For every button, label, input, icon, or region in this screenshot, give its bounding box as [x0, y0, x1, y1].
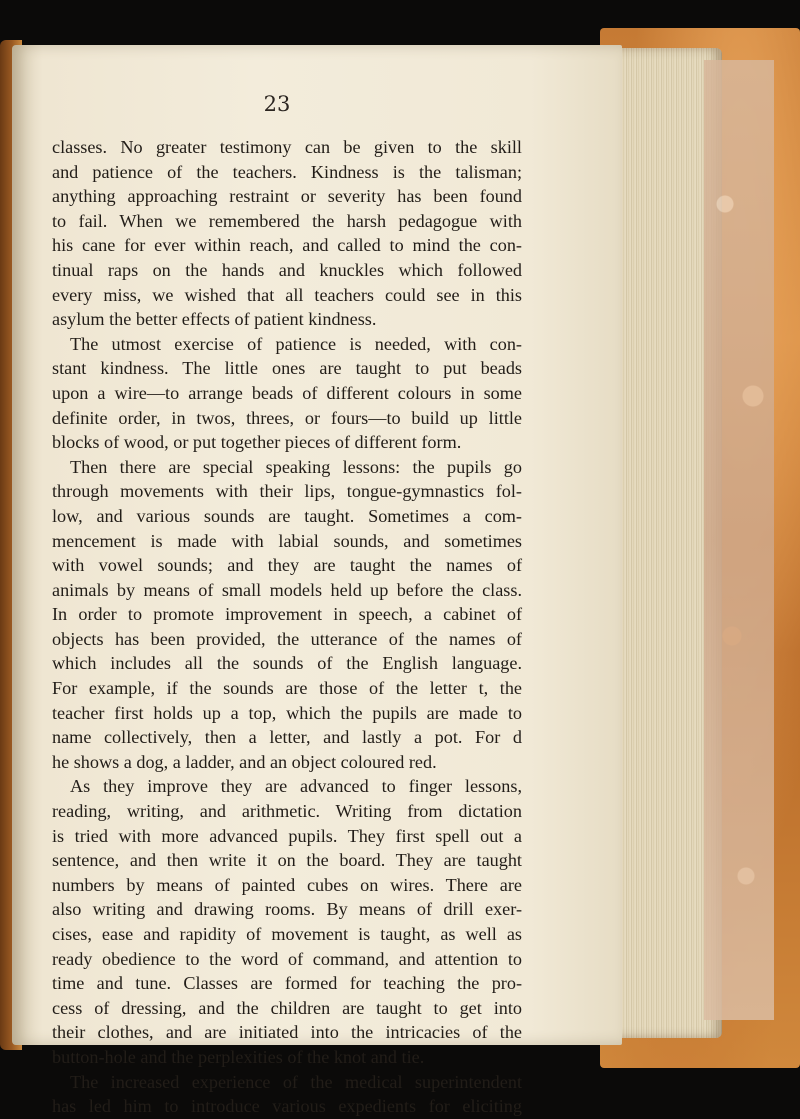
text-line: low, and various sounds are taught. Sometimes a com-	[52, 505, 522, 526]
text-line: animals by means of small models held up before the class.	[52, 579, 522, 600]
text-line: and patience of the teachers. Kindness is the talisman;	[52, 161, 522, 182]
text-line: to fail. When we remembered the harsh pedagogue with	[52, 210, 522, 231]
text-line: every miss, we wished that all teachers could see in this	[52, 284, 522, 305]
text-line: The increased experience of the medical superintendent	[70, 1071, 522, 1092]
text-line: anything approaching restraint or severity has been found	[52, 186, 522, 207]
text-line: objects has been provided, the utterance of the names of	[52, 628, 522, 649]
text-line: teacher first holds up a top, which the pupils are made to	[52, 702, 522, 723]
text-line: also writing and drawing rooms. By means of drill exer-	[52, 899, 522, 920]
text-line: upon a wire—to arrange beads of different colours in some	[52, 382, 522, 403]
text-line: reading, writing, and arithmetic. Writing from dictation	[52, 801, 522, 822]
book-page	[12, 45, 622, 1117]
text-line: sentence, and then write it on the board. They are taught	[52, 850, 522, 871]
text-line: numbers by means of painted cubes on wires. There are	[52, 874, 522, 895]
text-line: mencement is made with labial sounds, and sometimes	[52, 530, 522, 551]
text-line: cises, ease and rapidity of movement is taught, as well as	[52, 924, 522, 944]
text-line: ready obedience to the word of command, and attention to	[52, 948, 522, 969]
text-line: which includes all the sounds of the English language.	[52, 653, 522, 674]
text-line: In order to promote improvement in speech, a cabinet of	[52, 604, 522, 625]
text-line: For example, if the sounds are those of the letter t, the	[52, 678, 522, 699]
text-line: tinual raps on the hands and knuckles which followed	[52, 259, 522, 280]
text-line: As they improve they are advanced to finger lessons,	[70, 776, 522, 797]
text-line: The utmost exercise of patience is needed, with con-	[70, 333, 522, 354]
text-line: stant kindness. The little ones are taught to put beads	[52, 358, 522, 379]
text-line: through movements with their lips, tongue-gymnastics fol-	[52, 481, 522, 502]
text-line: button-hole and the perplexities of the knot and tie.	[52, 1046, 425, 1067]
page-number: 23	[263, 92, 291, 116]
text-line: his cane for ever within reach, and called to mind the con-	[52, 235, 522, 256]
text-line: time and tune. Classes are formed for teaching the pro-	[52, 973, 522, 994]
text-line: Then there are special speaking lessons: the pupils go	[70, 456, 522, 477]
text-line: has led him to introduce various expedients for eliciting	[52, 1096, 522, 1117]
text-line: name collectively, then a letter, and lastly a pot. For d	[52, 727, 522, 748]
text-line: blocks of wood, or put together pieces of different form.	[52, 432, 462, 453]
text-line: their clothes, and are initiated into the intricacies of the	[52, 1022, 522, 1043]
text-line: classes. No greater testimony can be given to the skill	[52, 137, 522, 157]
text-line: is tried with more advanced pupils. They first spell out a	[52, 825, 522, 846]
text-line: cess of dressing, and the children are taught to get into	[52, 997, 522, 1018]
marbled-endpaper	[704, 60, 774, 1020]
text-line: he shows a dog, a ladder, and an object coloured red.	[52, 751, 437, 772]
text-line: definite order, in twos, threes, or fours—to build up little	[52, 407, 522, 428]
text-line: asylum the better effects of patient kindness.	[52, 309, 377, 330]
body-text	[52, 135, 522, 1119]
text-line: with vowel sounds; and they are taught the names of	[52, 555, 522, 576]
